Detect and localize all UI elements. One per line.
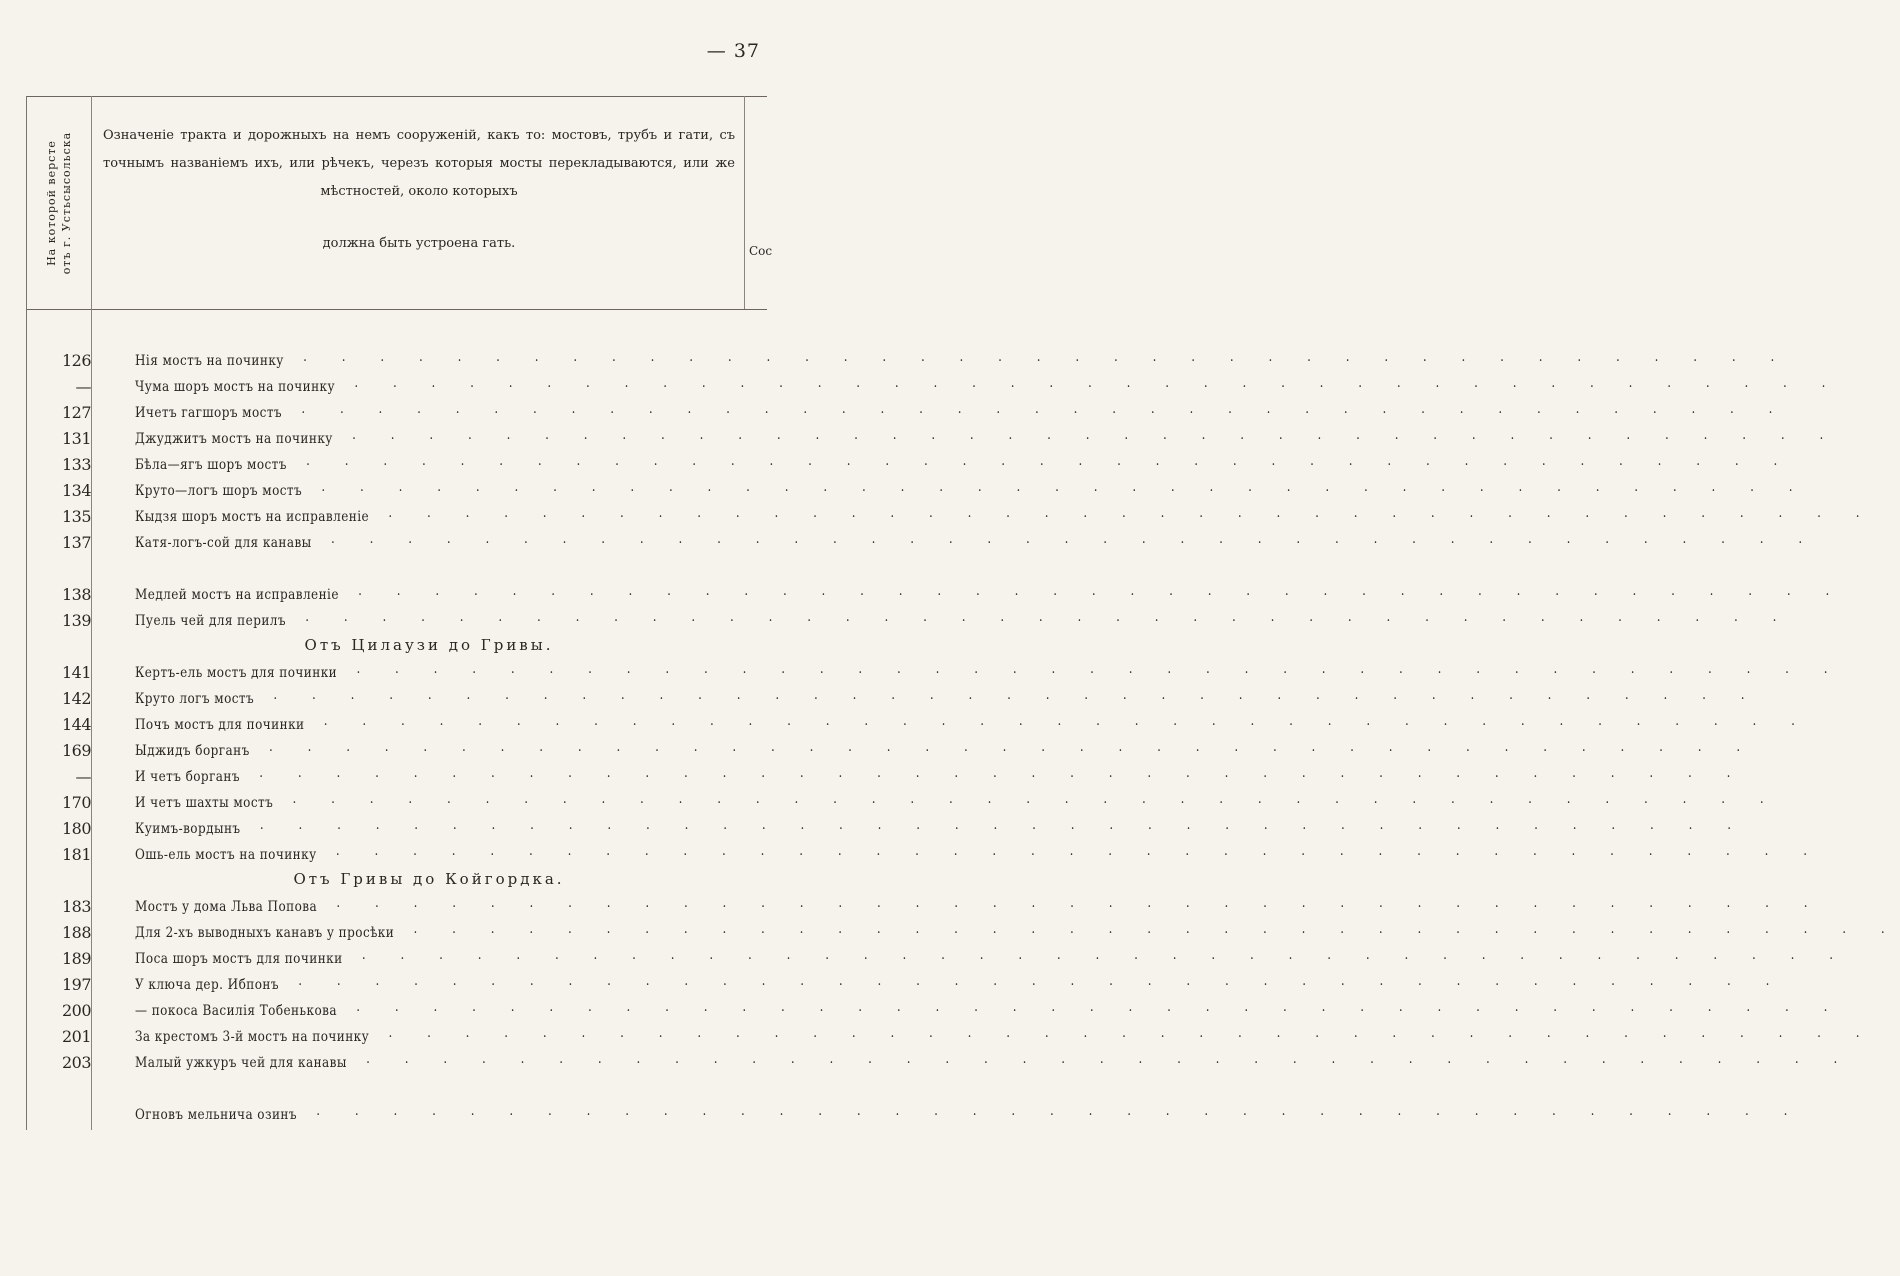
verst-number: — <box>75 377 91 396</box>
verst-number: 183 <box>61 897 91 916</box>
table-row <box>27 426 767 452</box>
table-row <box>27 374 767 400</box>
table-row <box>27 790 767 816</box>
verst-header-line-1: На которой версте <box>45 139 59 266</box>
structure-description: Почъ мостъ для починки · · · <box>135 712 666 738</box>
structure-description: Огновъ мельнича озинъ · · · <box>135 1102 666 1128</box>
structure-description: Мостъ у дома Льва Попова · · · <box>135 894 666 920</box>
table-row <box>27 920 767 946</box>
verst-number: 188 <box>61 923 91 942</box>
verst-number: 135 <box>61 507 91 526</box>
verst-number: 181 <box>61 845 91 864</box>
verst-number: 197 <box>61 975 91 994</box>
section-heading: Отъ Гривы до Койгордка. <box>293 870 565 888</box>
section-heading: Отъ Цилаузи до Гривы. <box>304 636 554 654</box>
verst-number: 201 <box>61 1027 91 1046</box>
structure-description: Медлей мостъ на исправленіе · · · <box>135 582 666 608</box>
structure-description: Куимъ-вордынъ · · · <box>135 816 666 842</box>
table-row <box>27 998 767 1024</box>
verst-number: 138 <box>61 585 91 604</box>
description-header-line-3: должна быть устроена гать. <box>322 236 516 251</box>
structure-description: Джуджитъ мостъ на починку · · · <box>135 426 666 452</box>
table-row <box>27 972 767 998</box>
structure-description: Круто логъ мостъ · · · <box>135 686 666 712</box>
verst-header-line-2: отъ г. Устьсысольска <box>60 131 74 274</box>
table-row <box>27 712 767 738</box>
structure-description: Ыджидъ борганъ · · · <box>135 738 666 764</box>
table-row <box>27 842 767 868</box>
verst-number: 131 <box>61 429 91 448</box>
verst-number: 142 <box>61 689 91 708</box>
verst-column-header <box>27 96 91 309</box>
description-header-line-1: Означеніе тракта и дорожныхъ на немъ сооруженій, какъ то: мостовъ, трубъ и гати, съ точнымъ <box>103 128 735 171</box>
structure-description: Круто—логъ шоръ мостъ · · · <box>135 478 666 504</box>
structure-description: Кертъ-ель мостъ для починки · · · <box>135 660 666 686</box>
structure-description: Пуель чей для перилъ · · · <box>135 608 666 634</box>
table-row <box>27 738 767 764</box>
verst-number: 134 <box>61 481 91 500</box>
table-row <box>27 1102 767 1128</box>
verst-number: 139 <box>61 611 91 630</box>
structure-description: И четъ борганъ · · · <box>135 764 666 790</box>
description-header-line-2: названіемъ ихъ, или рѣчекъ, черезъ которыя мосты перекладываются, или же мѣстностей, около которыхъ <box>170 156 735 199</box>
structure-description: За крестомъ 3-й мостъ на починку · · · <box>135 1024 666 1050</box>
table-row <box>27 764 767 790</box>
table-row <box>27 660 767 686</box>
verst-number: 127 <box>61 403 91 422</box>
third-column-header-stub: Сос <box>749 244 773 258</box>
structure-description: Для 2-хъ выводныхъ канавъ у просѣки · · · <box>135 920 666 946</box>
table-row <box>27 608 767 634</box>
description-column-header <box>103 122 735 258</box>
structure-description: Чума шоръ мостъ на починку · · · <box>135 374 666 400</box>
structure-description: Ошь-ель мостъ на починку · · · <box>135 842 666 868</box>
table-row <box>27 582 767 608</box>
verst-number: 203 <box>61 1053 91 1072</box>
structure-description: Кыдзя шоръ мостъ на исправленіе · · · <box>135 504 666 530</box>
verst-number: 200 <box>61 1001 91 1020</box>
structure-description: Ичетъ гагшоръ мостъ · · · <box>135 400 666 426</box>
verst-number: 144 <box>61 715 91 734</box>
verst-number: 170 <box>61 793 91 812</box>
table-row <box>27 504 767 530</box>
table-row <box>27 1024 767 1050</box>
verst-number: 169 <box>61 741 91 760</box>
structure-description: И четъ шахты мостъ · · · <box>135 790 666 816</box>
table-row <box>27 400 767 426</box>
structure-description: Малый ужкуръ чей для канавы · · · <box>135 1050 666 1076</box>
structure-description: — покоса Василія Тобенькова · · · <box>135 998 666 1024</box>
verst-number: 180 <box>61 819 91 838</box>
structure-description: Поса шоръ мостъ для починки · · · <box>135 946 666 972</box>
column-divider <box>744 96 745 309</box>
header-rule <box>27 309 767 310</box>
verst-number: 141 <box>61 663 91 682</box>
ledger-table <box>26 96 773 1130</box>
table-row <box>27 946 767 972</box>
verst-number: 133 <box>61 455 91 474</box>
table-row <box>27 348 767 374</box>
verst-number: 137 <box>61 533 91 552</box>
table-row <box>27 816 767 842</box>
table-row <box>27 686 767 712</box>
structure-description: Нія мостъ на починку · · · <box>135 348 666 374</box>
verst-number: 126 <box>61 351 91 370</box>
structure-description: Бѣла—ягъ шоръ мостъ · · · <box>135 452 666 478</box>
verst-number: — <box>75 767 91 786</box>
structure-description: Катя-логъ-сой для канавы · · · <box>135 530 666 556</box>
verst-number: 189 <box>61 949 91 968</box>
structure-description: У ключа дер. Ибпонъ · · · <box>135 972 666 998</box>
table-row <box>27 530 767 556</box>
table-row <box>27 894 767 920</box>
table-row <box>27 452 767 478</box>
table-row <box>27 1050 767 1076</box>
table-row <box>27 478 767 504</box>
top-rule <box>27 96 767 97</box>
page-number: — 37 <box>706 40 760 62</box>
